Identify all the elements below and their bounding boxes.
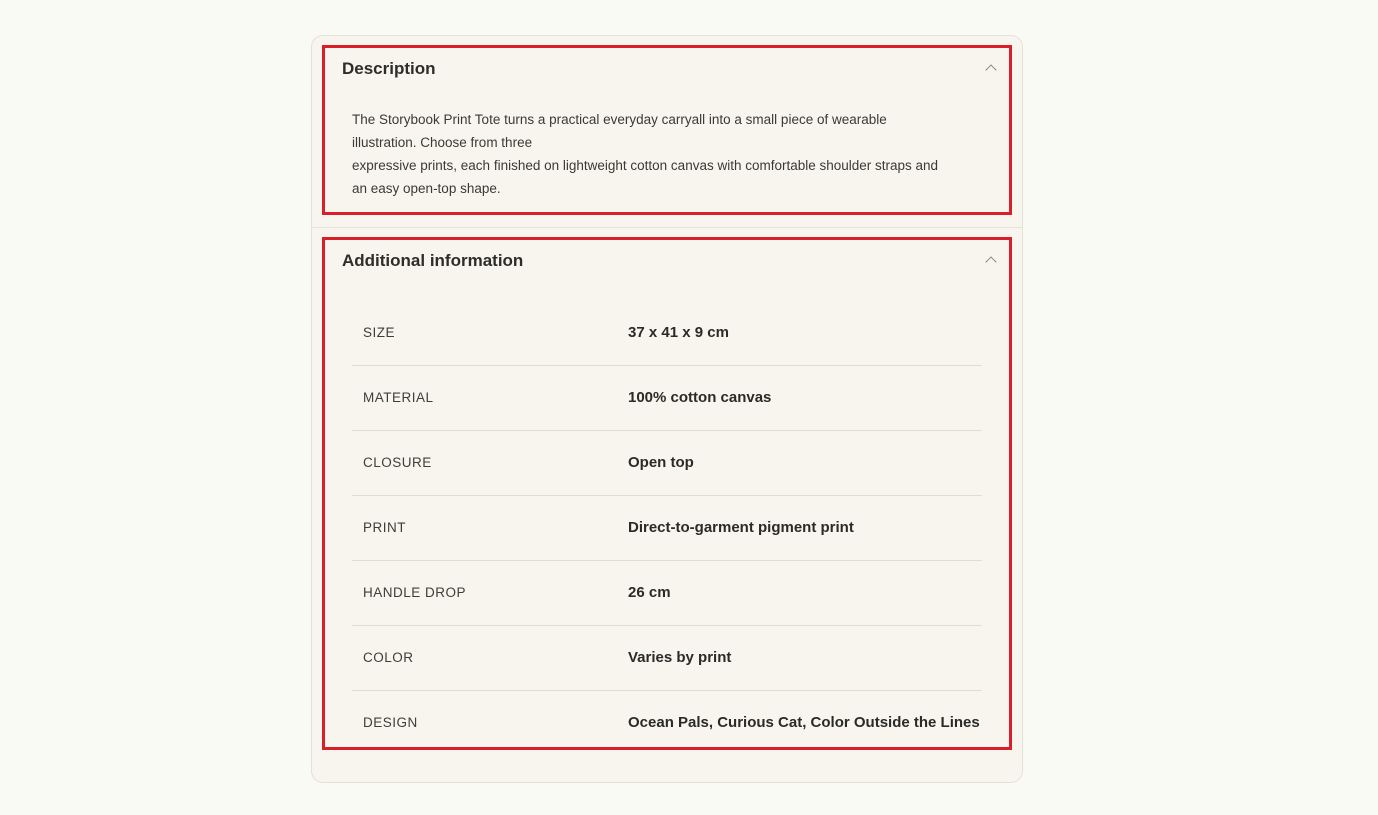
spec-label-closure: CLOSURE [363, 455, 432, 470]
table-row [352, 561, 982, 626]
spec-label-design: DESIGN [363, 715, 418, 730]
spec-label-handle-drop: HANDLE DROP [363, 585, 467, 600]
description-text [352, 108, 977, 200]
spec-label-material: MATERIAL [363, 390, 434, 405]
additional-information-section [322, 237, 1012, 750]
product-details-card [311, 35, 1023, 783]
spec-value-design: Ocean Pals, Curious Cat, Color Outside the Lines [628, 714, 980, 731]
description-section [322, 45, 1012, 215]
spec-value-material: 100% cotton canvas [628, 389, 772, 406]
description-title[interactable]: Description [342, 59, 436, 78]
spec-label-print: PRINT [363, 520, 406, 535]
spec-label-color: COLOR [363, 650, 414, 665]
table-row [352, 366, 982, 431]
table-row [352, 301, 982, 366]
spec-value-handle-drop: 26 cm [628, 584, 671, 601]
description-line: expressive prints, each finished on lightweight cotton canvas with comfortable shoulder straps and [352, 158, 939, 173]
table-row [352, 626, 982, 691]
chevron-up-icon[interactable] [985, 256, 996, 267]
description-line: The Storybook Print Tote turns a practical everyday carryall into a small piece of wearable [352, 112, 887, 127]
spec-value-closure: Open top [628, 454, 694, 471]
chevron-up-icon[interactable] [985, 64, 996, 75]
spec-label-size: SIZE [363, 325, 396, 340]
spec-value-size: 37 x 41 x 9 cm [628, 324, 729, 341]
table-row [352, 496, 982, 561]
table-row [352, 431, 982, 496]
spec-value-print: Direct-to-garment pigment print [628, 519, 854, 536]
section-divider [312, 227, 1022, 228]
additional-information-title[interactable]: Additional information [342, 251, 524, 270]
specifications-table [352, 301, 982, 756]
description-line: illustration. Choose from three [352, 135, 533, 150]
description-line: an easy open-top shape. [352, 181, 501, 196]
table-row [352, 691, 982, 756]
spec-value-color: Varies by print [628, 649, 732, 666]
